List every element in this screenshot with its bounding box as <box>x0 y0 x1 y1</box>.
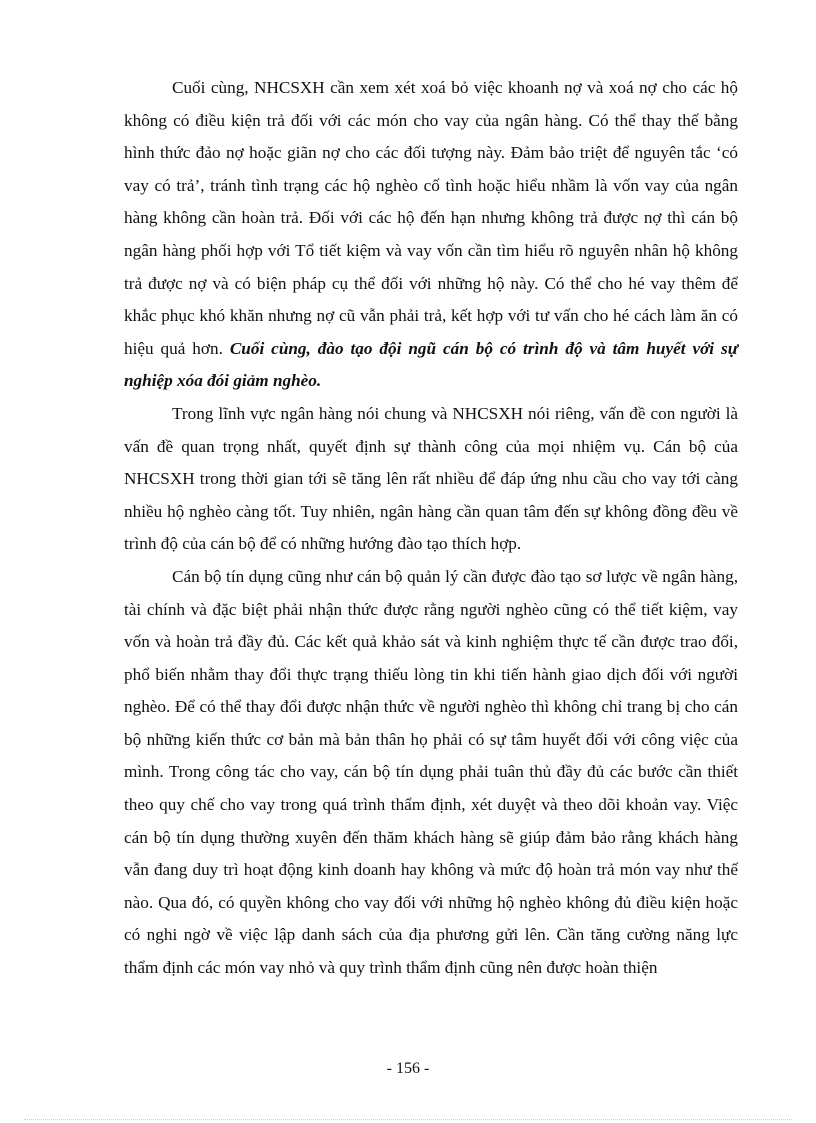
paragraph-3-text: Cán bộ tín dụng cũng như cán bộ quản lý cần được đào tạo sơ lược về ngân hàng, tài chính và đặc biệt phải nhận thức được rằng người nghèo cũng có thể tiết kiệm, vay vốn và hoàn trả đầy đủ. Các kết quả khảo sát và kinh nghiệm thực tế cần được trao đổi, phổ biến nhằm thay đổi thực trạng thiếu lòng tin khi tiến hành giao dịch đối với người nghèo. Để có thể thay đổi được nhận thức về người nghèo thì không chỉ trang bị cho cán bộ những kiến thức cơ bản mà bản thân họ phải có sự tâm huyết đối với công việc của mình. Trong công tác cho vay, cán bộ tín dụng phải tuân thủ đầy đủ các bước cần thiết theo quy chế cho vay trong quá trình thẩm định, xét duyệt và theo dõi khoản vay. Việc cán bộ tín dụng thường xuyên đến thăm khách hàng sẽ giúp đảm bảo rằng khách hàng vẫn đang duy trì hoạt động kinh doanh hay không và mức độ hoàn trả món vay như thế nào. Qua đó, có quyền không cho vay đối với những hộ nghèo không đủ điều kiện hoặc có nghi ngờ về việc lập danh sách của địa phương gửi lên. Cần tăng cường năng lực thẩm định các món vay nhỏ và quy trình thẩm định cũng nên được hoàn thiện <box>124 566 738 978</box>
paragraph-1 <box>124 72 738 398</box>
paragraph-1-emphasis: Cuối cùng, đào tạo đội ngũ cán bộ có trình độ và tâm huyết với sự nghiệp xóa đói giảm nghèo. <box>124 338 739 391</box>
paragraph-2-text: Trong lĩnh vực ngân hàng nói chung và NHCSXH nói riêng, vấn đề con người là vấn đề quan trọng nhất, quyết định sự thành công của mọi nhiệm vụ. Cán bộ của NHCSXH trong thời gian tới sẽ tăng lên rất nhiều để đáp ứng nhu cầu cho vay tới càng nhiều hộ nghèo càng tốt. Tuy nhiên, ngân hàng cần quan tâm đến sự không đồng đều về trình độ của cán bộ để có những hướng đào tạo thích hợp. <box>124 403 738 554</box>
footer-divider <box>24 1119 792 1120</box>
page-number: - 156 - <box>386 1060 430 1077</box>
document-body <box>124 72 738 985</box>
paragraph-1-text: Cuối cùng, NHCSXH cần xem xét xoá bỏ việc khoanh nợ và xoá nợ cho các hộ không có điều kiện trả đối với các món cho vay của ngân hàng. Có thể thay thế bằng hình thức đảo nợ hoặc giãn nợ cho các đối tượng này. Đảm bảo triệt để nguyên tắc ‘có vay có trả’, tránh tình trạng các hộ nghèo cố tình hoặc hiểu nhầm là vốn vay của ngân hàng không cần hoàn trả. Đối với các hộ đến hạn nhưng không trả được nợ thì cán bộ ngân hàng phối hợp với Tổ tiết kiệm và vay vốn cần tìm hiểu rõ nguyên nhân hộ không trả được nợ và có biện pháp cụ thể đối với những hộ này. Có thể cho hé vay thêm để khắc phục khó khăn nhưng nợ cũ vẫn phải trả, kết hợp với tư vấn cho hé cách làm ăn có hiệu quả hơn. <box>124 78 738 358</box>
paragraph-2 <box>124 398 738 561</box>
paragraph-3 <box>124 561 738 985</box>
